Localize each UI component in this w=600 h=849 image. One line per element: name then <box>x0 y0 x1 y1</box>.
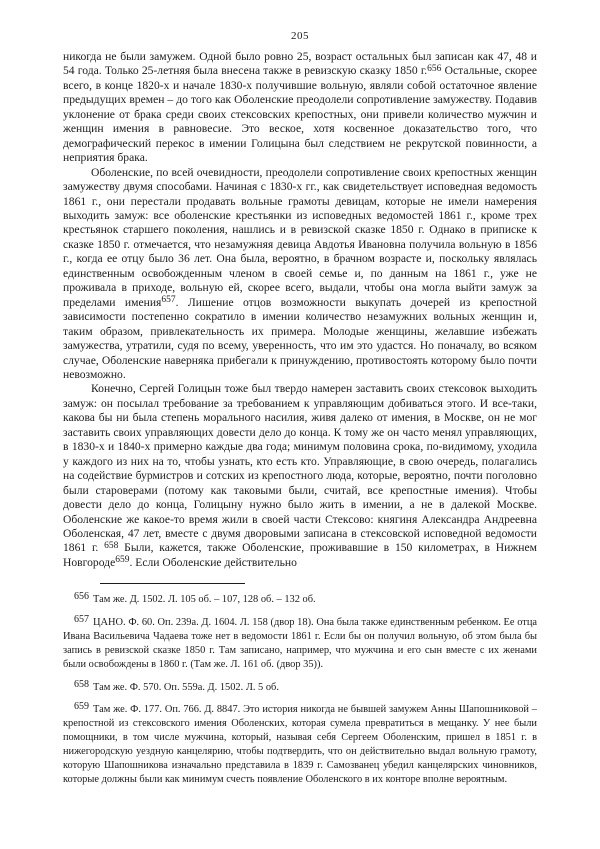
footnote-number: 657 <box>74 613 89 625</box>
main-text <box>63 50 537 570</box>
footnote-number: 659 <box>74 701 89 713</box>
paragraph: Конечно, Сергей Голицын тоже был твердо намерен заставить своих стексовок выходить замуж: он посылал требование за требованием к управляющим добиваться этого. И все-таки, какова бы ни была степень морального насилия, живя далеко от имения, в Москве, он не мог заставить своих управляющих довести дело до конца. К тому же он часто менял управляющих, в 1830-х и 1840-х примерно каждые два года; минимум половина срока, по-видимому, уходила у каждого из них на то, чтобы узнать, кто есть кто. Управляющие, в свою очередь, полагались на содействие бурмистров и сотских из крепостного люда, которые, вероятно, почти поголовно были староверами (потому как таковыми были, считай, все крепостные имения). Чтобы довести дело до конца, Голицыну нужно было жить в имении, а не в далекой Москве. Оболенские же какое-то время жили в своей части Стексово: княгиня Александра Андреевна Оболенская, 47 лет, вместе с двумя дворовыми записана в стексовской исповедной ведомости 1861 г. $^{658}$ Были, кажется, также Оболенские, проживавшие в 150 километрах, в Нижнем Новгороде$^{659}$. Если Оболенские действительно <box>63 382 537 569</box>
footnote-ref: 656 <box>427 63 442 74</box>
footnote <box>63 593 537 607</box>
footnote-ref: 658 <box>104 540 119 551</box>
footnote <box>63 703 537 786</box>
footnote-number: 656 <box>74 591 89 602</box>
paragraph: Оболенские, по всей очевидности, преодолели сопротивление своих крепостных женщин замужеству двумя способами. Начиная с 1830-х гг., как свидетельствует исповедная ведомость 1861 г., они перестали продавать вольные грамоты девицам, которые не имели намерения выходить замуж: все оболенские крестьянки из исповедных ведомостей 1861 г., кроме трех крестьянок старшего поколения, нашлись и в ревизской сказке 1850 г. Однако в приписке к сказке 1850 г. отмечается, что незамужняя девица Авдотья Ивановна получила вольную в 1856 г., когда ее отцу было 36 лет. Она была, вероятно, в брачном возрасте и, поскольку являлась единственным освобожденным членом в своей семье и, по данным на 1861 г., уже не проживала в приходе, вольную ей, скорее всего, выдали, чтобы она могла выйти замуж за пределами имения$^{657}$. Лишение отцов возможности выкупать дочерей из крепостной зависимости постепенно сократило в имении количество незамужних вольных женщин и, таким образом, привлекательность их примера. Молодые женщины, желавшие избежать замужества, утратили, судя по всему, уверенность, что им это удастся. Но поначалу, во всяком случае, Оболенские наверняка прибегали к принуждению, противостоять которому было почти невозможно. <box>63 165 537 381</box>
footnote <box>63 678 537 695</box>
footnotes-section <box>63 593 537 796</box>
footnote-text: Там же. Ф. 177. Оп. 766. Д. 8847. Это история никогда не бывшей замужем Анны Шапошниковой – крепостной из стексовского имения Оболенских, которая сумела превратиться в мещанку. У нее были помощники, в том числе мужчина, который, называя себя Сергеем Оболенским, пришел в 1851 г. в нижегородскую уездную канцелярию, чтобы подтвердить, что он действительно выдал вольную грамоту, которую Шапошникова изначально представила в 1839 г. Самозванец убедил канцелярских чиновников, которые должны были как минимум счесть появление Оболенского в их конторе вполне вероятным. <box>63 704 537 785</box>
footnote-text: Там же. Д. 1502. Л. 105 об. – 107, 128 об. – 132 об. <box>93 594 316 605</box>
footnote-ref: 657 <box>161 295 176 306</box>
footnote <box>63 613 537 672</box>
footnote-text: ЦАНО. Ф. 60. Оп. 239а. Д. 1604. Л. 158 (двор 18). Она была также единственным ребенком. Ее отца Ивана Васильевича Чадаева тоже нет в ведомости 1861 г. Если бы он получил вольную, об этом была бы запись в ревизской сказке 1850 г. Там записано, например, что мужчина и его сын вместе с их женами были освобождены в 1860 г. (Там же. Л. 161 об. (двор 35)). <box>63 616 537 670</box>
footnote-number: 658 <box>74 678 89 690</box>
paragraph: никогда не были замужем. Одной было ровно 25, возраст остальных был записан как 47, 48 и 54 года. Только 25-летняя была внесена также в ревизскую сказку 1850 г.$^{656}$ Остальные, скорее всего, в конце 1820-х и начале 1830-х получившие вольную, являли собой остаточное явление предыдущих времен – до того как Оболенские преодолели сопротивление замужеству. Подавив уклонение от брака среди своих стексовских крепостных, они привели количество мужчин и женщин имения в равновесие. Это веское, хотя косвенное доказательство того, что демографический перекос в имении Голицына был следствием не рекрутской повинности, а неприятия брака. <box>63 50 537 165</box>
footnote-separator <box>100 583 245 584</box>
footnote-ref: 659 <box>115 555 130 566</box>
footnote-text: Там же. Ф. 570. Оп. 559а. Д. 1502. Л. 5 об. <box>93 681 279 693</box>
page-number: 205 <box>291 30 309 42</box>
